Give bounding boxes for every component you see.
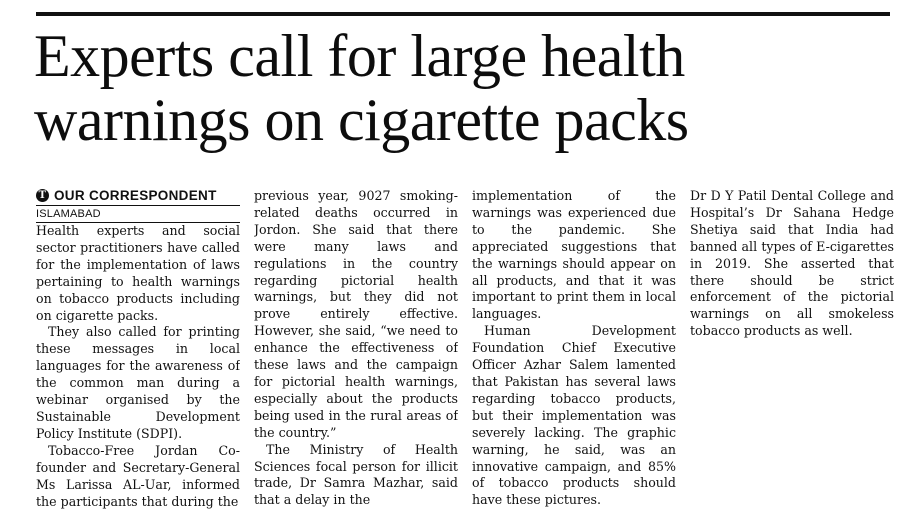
column-1-text [36, 223, 240, 510]
byline [36, 188, 240, 206]
column-4 [690, 188, 894, 518]
article-paragraph: previous year, 9027 smoking-related deaths occurred in Jordon. She said that there were many laws and regulations in the country regarding pictorial health warnings, but they did not prove entirely effective. However, she said, “we need to enhance the effectiveness of these laws and the campaign for pictorial health warnings, especially about the products being used in the rural areas of the country.” [254, 188, 458, 440]
top-rule [36, 12, 890, 16]
article-paragraph: Human Development Foundation Chief Executive Officer Azhar Salem lamented that Pakistan has several laws regarding tobacco products, but their implementation was severely lacking. The graphic warning, he said, was an innovative campaign, and 85% of tobacco products should have these pictures. [472, 323, 676, 508]
article-paragraph: The Ministry of Health Sciences focal person for illicit trade, Dr Samra Mazhar, said that a delay in the [254, 441, 458, 508]
column-2-text [254, 188, 458, 509]
dateline: ISLAMABAD [36, 206, 240, 223]
column-1 [36, 188, 240, 518]
column-2 [254, 188, 458, 518]
column-3-text [472, 188, 676, 509]
byline-text: OUR CORRESPONDENT [54, 188, 217, 203]
article-paragraph: Dr D Y Patil Dental College and Hospital’s Dr Sahana Hedge Shetiya said that India had banned all types of E-cigarettes in 2019. She asserted that there should be strict enforcement of the pictorial warnings on all smokeless tobacco products as well. [690, 188, 894, 339]
column-4-text [690, 188, 894, 340]
newspaper-logo-icon: T [36, 189, 49, 202]
article-paragraph: implementation of the warnings was experienced due to the pandemic. She appreciated suggestions that the warnings should appear on all products, and that it was important to print them in local languages. [472, 188, 676, 322]
headline [34, 24, 894, 152]
article-paragraph: Tobacco-Free Jordan Co-founder and Secretary-General Ms Larissa AL-Uar, informed the participants that during the [36, 442, 240, 509]
headline-line-2: warnings on cigarette packs [34, 87, 689, 153]
article-paragraph: They also called for printing these messages in local languages for the awareness of the common man during a webinar organised by the Sustainable Development Policy Institute (SDPI). [36, 324, 240, 441]
article-paragraph: Health experts and social sector practitioners have called for the implementation of laws pertaining to health warnings on tobacco products including on cigarette packs. [36, 223, 240, 323]
headline-line-1: Experts call for large health [34, 23, 685, 89]
column-3 [472, 188, 676, 518]
